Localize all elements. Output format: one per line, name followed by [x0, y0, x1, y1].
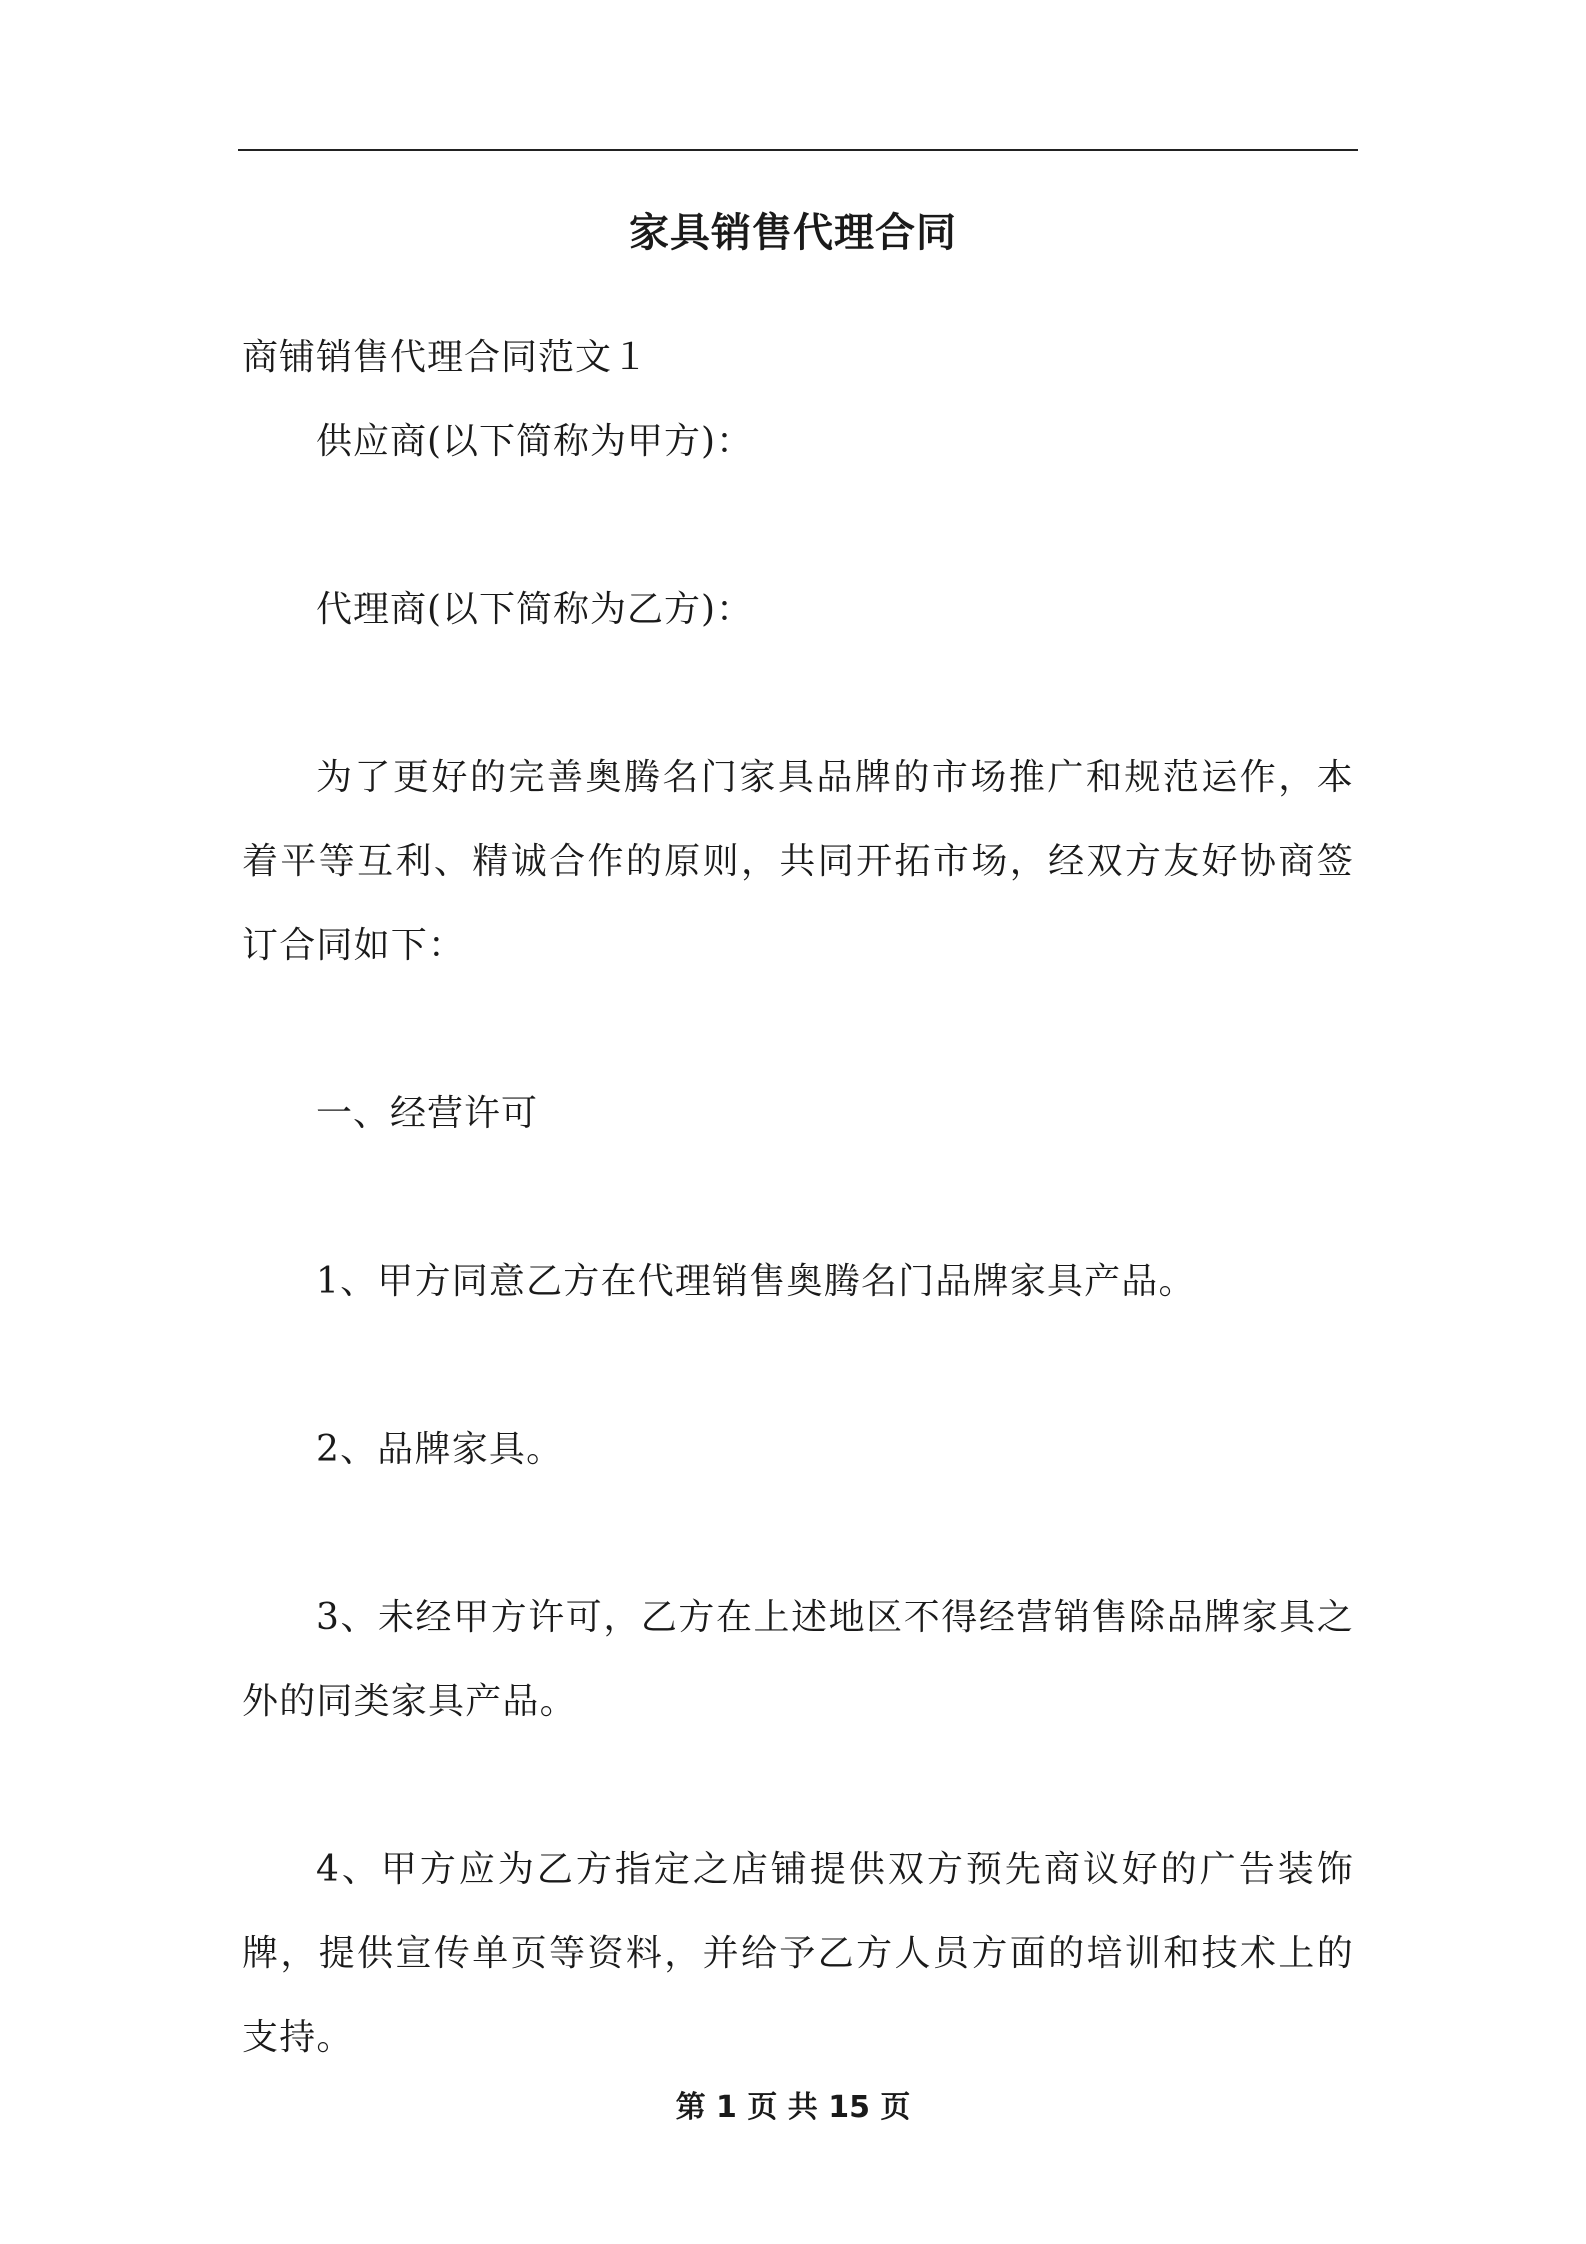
clause-2: 2、品牌家具。 [316, 1429, 564, 1470]
document-title: 家具销售代理合同 [629, 209, 957, 256]
header-rule [238, 149, 1358, 151]
clause-4: 4、甲方应为乙方指定之店铺提供双方预先商议好的广告装饰牌，提供宣传单页等资料，并给予乙方人员方面的培训和技术上的支持。 [242, 1849, 1354, 2058]
supplier-line: 供应商(以下简称为甲方)： [316, 421, 754, 462]
document-subtitle: 商铺销售代理合同范文１ [242, 337, 650, 378]
clause-3: 3、未经甲方许可，乙方在上述地区不得经营销售除品牌家具之外的同类家具产品。 [242, 1597, 1354, 1722]
section-heading-business-license: 一、经营许可 [316, 1093, 539, 1134]
page-number: 第 1 页 共 15 页 [675, 2090, 911, 2125]
clause-1: 1、甲方同意乙方在代理销售奥腾名门品牌家具产品。 [316, 1261, 1196, 1302]
intro-paragraph: 为了更好的完善奥腾名门家具品牌的市场推广和规范运作，本着平等互利、精诚合作的原则，共同开拓市场，经双方友好协商签订合同如下： [242, 757, 1354, 966]
agent-line: 代理商(以下简称为乙方)： [316, 589, 754, 630]
